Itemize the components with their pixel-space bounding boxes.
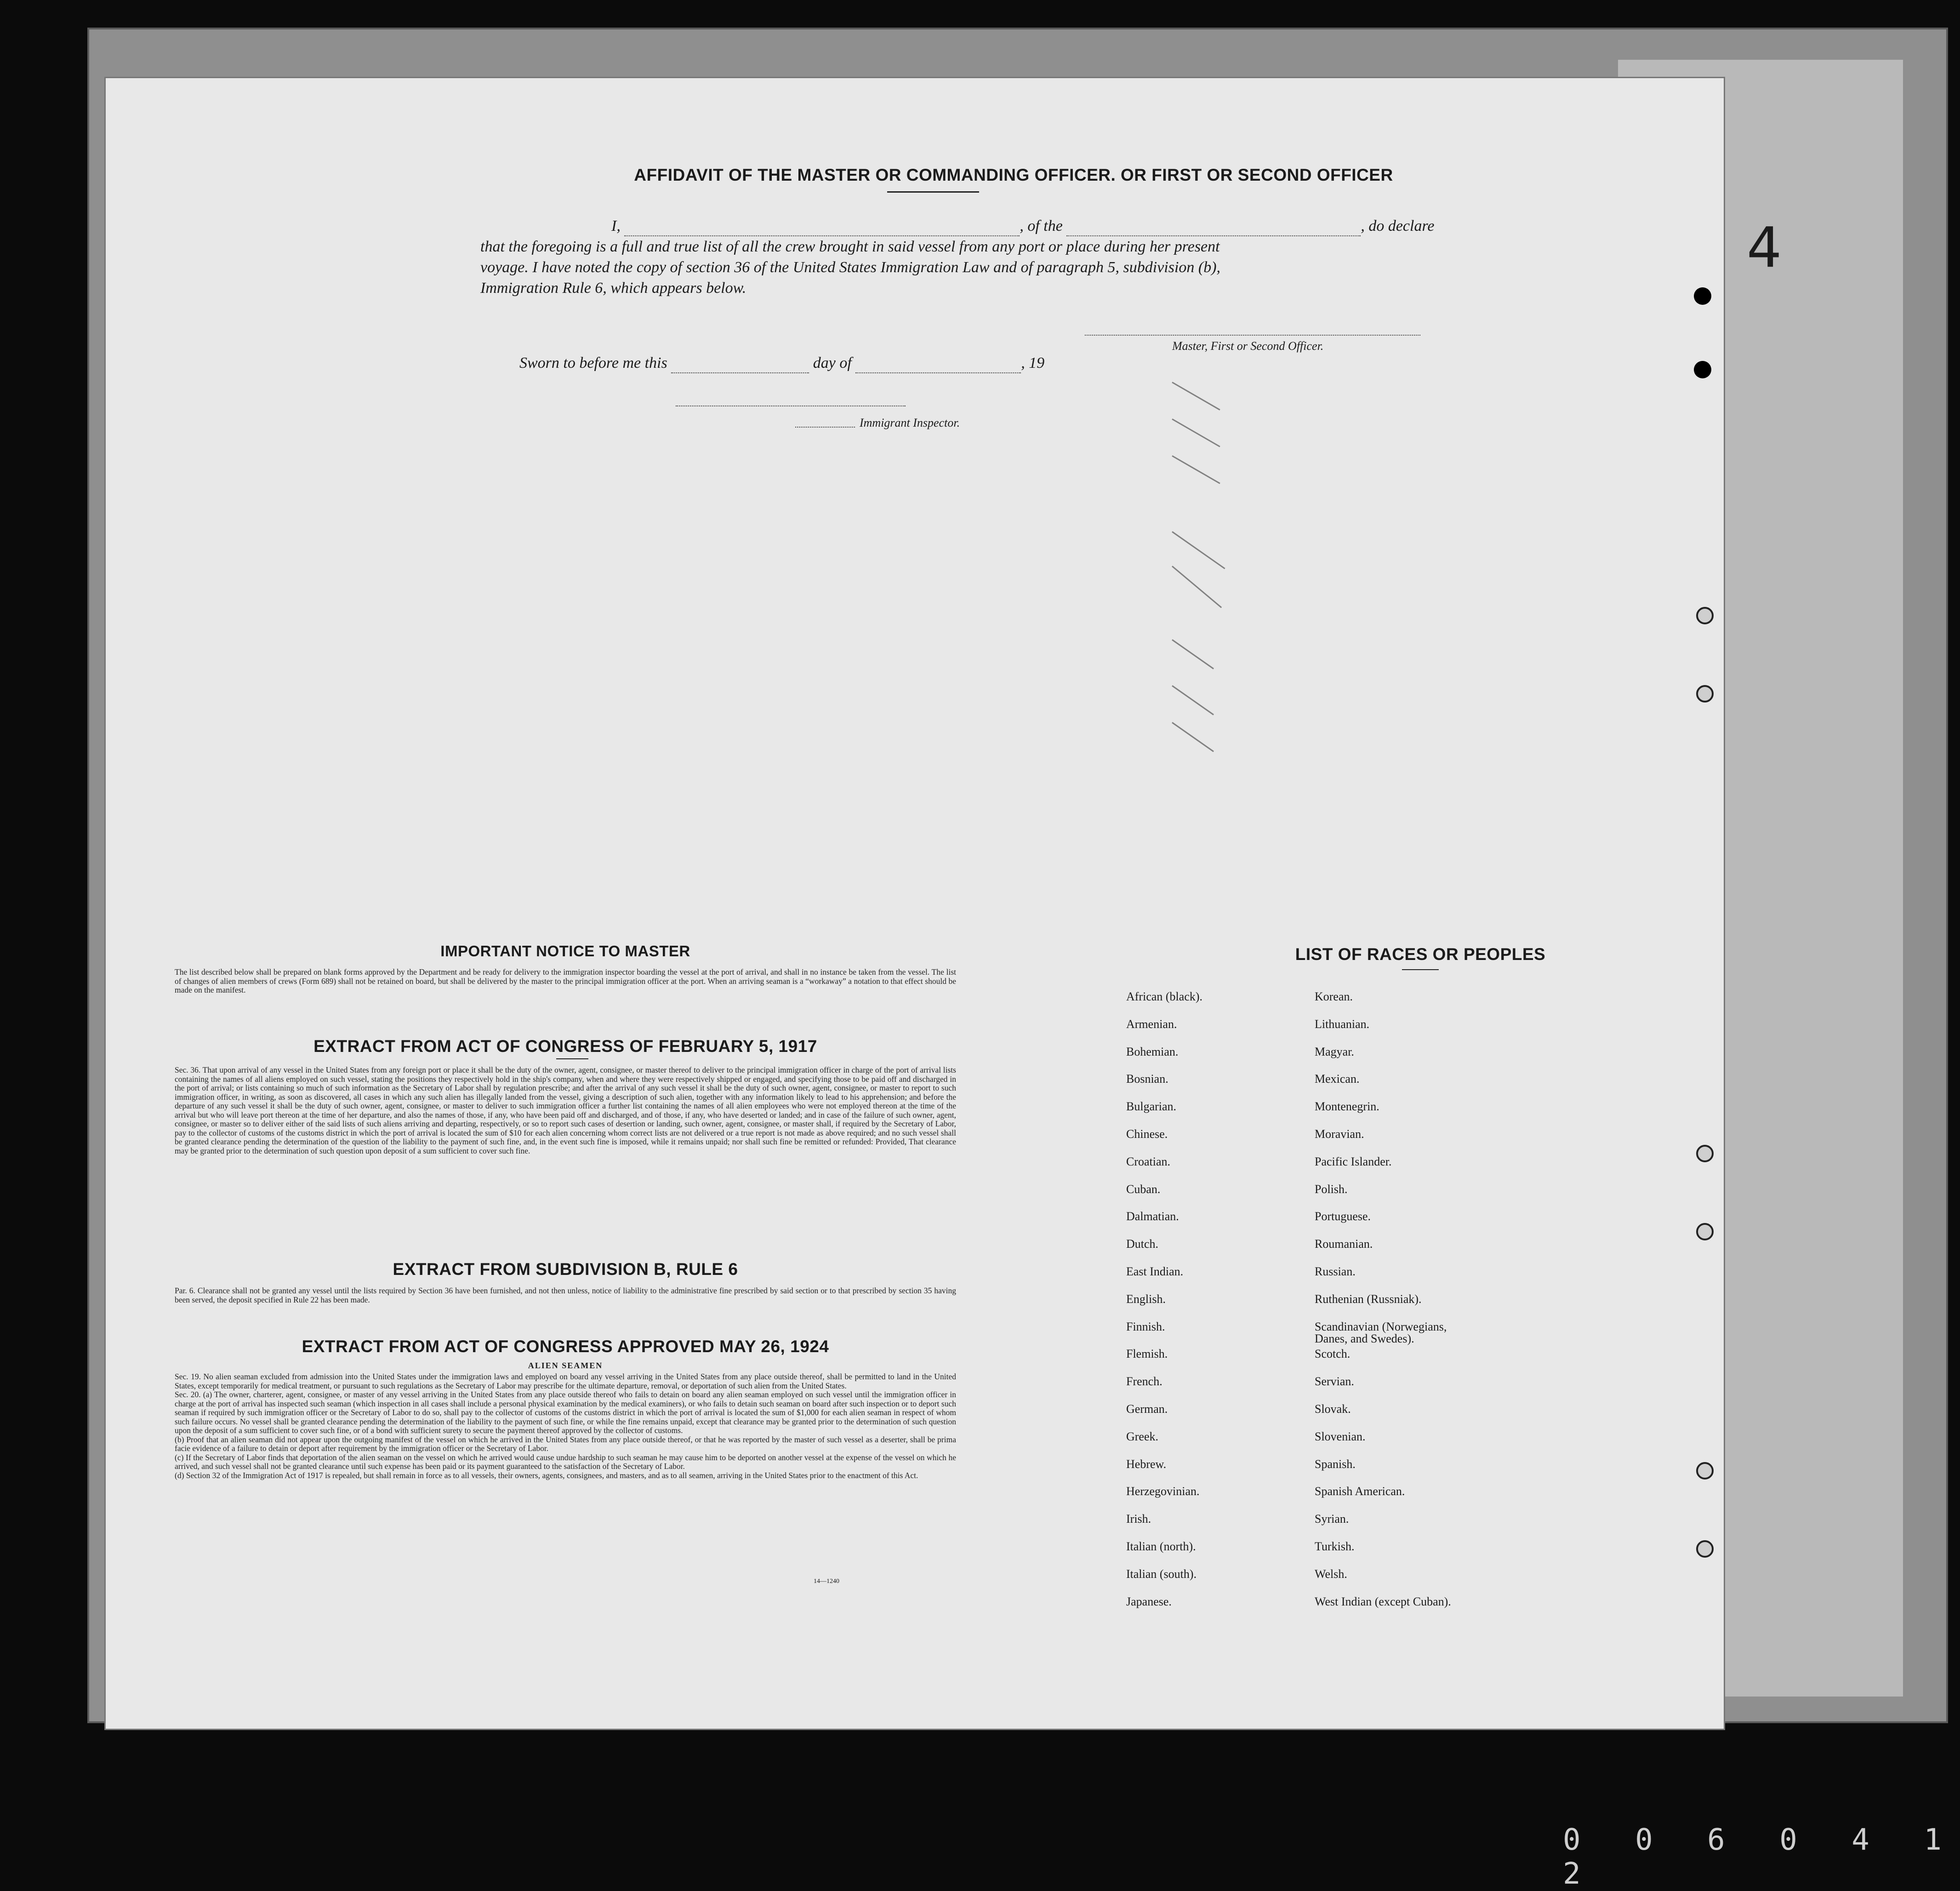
race-item: African (black). (1126, 990, 1203, 1003)
race-item: Finnish. (1126, 1320, 1165, 1333)
extract-1917-title: EXTRACT FROM ACT OF CONGRESS OF FEBRUARY 5, 1917 (313, 1037, 817, 1056)
punch-hole-icon (1696, 1223, 1714, 1240)
name-blank (624, 222, 1020, 236)
bleed-mark (1172, 639, 1214, 669)
punch-hole-icon (1694, 361, 1711, 378)
affidavit-line-1 (611, 216, 1494, 236)
race-item: Dalmatian. (1126, 1210, 1179, 1223)
form-number: 14—1240 (814, 1578, 839, 1585)
sworn-prefix: Sworn to before me this (519, 354, 667, 371)
extract-rule6-text: Par. 6. Clearance shall not be granted any vessel until the lists required by Section 36 have been furnished, and not then unless, notice of liability to the administrative fine prescribed by said section or to that prescribed by section 35 having been served, the deposit specified in Rule 22 has been made. (175, 1286, 956, 1304)
bleed-mark (1172, 382, 1220, 411)
races-column-2 (1315, 991, 1572, 1699)
bleed-mark (1172, 418, 1220, 447)
affidavit-declare: , do declare (1361, 217, 1435, 234)
race-item: Montenegrin. (1315, 1100, 1379, 1114)
race-item: Slovak. (1315, 1402, 1351, 1416)
affidavit-title: AFFIDAVIT OF THE MASTER OR COMMANDING OFFICER. OR FIRST OR SECOND OFFICER (634, 166, 1393, 184)
inspector-caption: Immigrant Inspector. (860, 416, 960, 429)
race-item: Servian. (1315, 1375, 1354, 1388)
bleed-mark (1172, 685, 1214, 715)
race-item: Flemish. (1126, 1347, 1168, 1361)
race-item: Irish. (1126, 1512, 1151, 1526)
race-item: Scandinavian (Norwegians, Danes, and Swedes). (1315, 1320, 1447, 1345)
sworn-year: , 19 (1021, 354, 1045, 371)
race-item: Chinese. (1126, 1127, 1168, 1141)
race-item: Cuban. (1126, 1182, 1161, 1196)
extract-1924-body (175, 1372, 956, 1480)
page-number-mark: 4 (1747, 216, 1782, 280)
film-code: 0 0 6 0 4 1 2 (1563, 1823, 1960, 1891)
sworn-month-blank (855, 359, 1021, 373)
races-divider (1402, 969, 1439, 970)
extract-1917-divider (556, 1058, 588, 1059)
race-item: Portuguese. (1315, 1210, 1371, 1223)
race-item: Korean. (1315, 990, 1353, 1003)
race-item: West Indian (except Cuban). (1315, 1594, 1451, 1608)
notice-title: IMPORTANT NOTICE TO MASTER (440, 943, 690, 960)
race-item: Bulgarian. (1126, 1100, 1177, 1114)
affidavit-of-the: , of the (1020, 217, 1063, 234)
race-item: Turkish. (1315, 1540, 1355, 1553)
race-item: Spanish. (1315, 1457, 1356, 1471)
sworn-line (519, 353, 1163, 373)
punch-hole-icon (1696, 1145, 1714, 1162)
affidavit-i: I, (611, 217, 621, 234)
race-item: French. (1126, 1375, 1162, 1388)
sec-20c-text: (c) If the Secretary of Labor finds that deportation of the alien seaman on the vessel on which he arrived would cause undue hardship to such seaman he may cause him to be deported on another vessel at the expense of the vessel on which he arrived, and such vessel shall not be granted clearance until such expense has been paid or its payment guaranteed to the satisfaction of the Secretary of Labor. (175, 1452, 956, 1471)
race-item: Japanese. (1126, 1594, 1172, 1608)
punch-hole-icon (1696, 1540, 1714, 1558)
race-item: Syrian. (1315, 1512, 1349, 1526)
race-item: Slovenian. (1315, 1429, 1366, 1443)
race-item: Italian (north). (1126, 1540, 1196, 1553)
race-item: English. (1126, 1292, 1166, 1306)
bleed-mark (1172, 722, 1214, 752)
bleed-mark (1172, 566, 1222, 608)
master-signature-line (1085, 335, 1420, 336)
alien-seamen-subhead: ALIEN SEAMEN (528, 1361, 603, 1370)
punch-hole-icon (1694, 287, 1711, 305)
sec-20d-text: (d) Section 32 of the Immigration Act of 1917 is repealed, but shall remain in force as to all vessels, their owners, agents, consignees, and masters, and as to all seamen, arriving in the United States prior to the enactment of this Act. (175, 1470, 918, 1480)
punch-hole-icon (1696, 607, 1714, 624)
race-item: Ruthenian (Russniak). (1315, 1292, 1422, 1306)
extract-1924-title: EXTRACT FROM ACT OF CONGRESS APPROVED MAY 26, 1924 (302, 1337, 829, 1356)
race-item: Croatian. (1126, 1154, 1171, 1168)
vessel-blank (1066, 222, 1361, 236)
sworn-day-blank (671, 359, 809, 373)
extract-rule6-title: EXTRACT FROM SUBDIVISION B, RULE 6 (393, 1260, 738, 1279)
race-item: Armenian. (1126, 1017, 1177, 1031)
race-item: Mexican. (1315, 1072, 1360, 1086)
bleed-mark (1172, 531, 1225, 569)
sworn-day-of: day of (813, 354, 852, 371)
race-item: Hebrew. (1126, 1457, 1167, 1471)
manifest-page (106, 78, 1782, 1729)
notice-text: The list described below shall be prepared on blank forms approved by the Department and be ready for delivery to the immigration inspector boarding the vessel at the port of arrival, and shall in no instance be taken from the vessel. The list of changes of alien members of crews (Form 689) shall not be retained on board, but shall be delivered by the master to the principal immigration officer at the port. When an arriving seaman is a “workaway” a notation to that effect should be made on the manifest. (175, 967, 956, 994)
race-item: Scotch. (1315, 1347, 1350, 1361)
sec-20b-text: (b) Proof that an alien seaman did not appear upon the outgoing manifest of the vessel on which he arrived in the United States from any place outside thereof, or that he was reported by the master of such vessel as a deserter, shall be prima facie evidence of a failure to detain or deport after requirement by the immigration officer or the Secretary of Labor. (175, 1434, 956, 1453)
affidavit-line-4: Immigration Rule 6, which appears below. (480, 280, 746, 297)
race-item: Spanish American. (1315, 1485, 1405, 1498)
race-item: East Indian. (1126, 1265, 1184, 1278)
affidavit-line-2: that the foregoing is a full and true list of all the crew brought in said vessel from any port or place during her present (480, 238, 1220, 255)
race-item: Roumanian. (1315, 1237, 1373, 1251)
race-item: German. (1126, 1402, 1168, 1416)
race-item: Greek. (1126, 1429, 1159, 1443)
punch-hole-icon (1696, 1462, 1714, 1480)
title-divider (887, 191, 979, 193)
race-item: Welsh. (1315, 1567, 1347, 1581)
extract-1917-text: Sec. 36. That upon arrival of any vessel in the United States from any foreign port or place it shall be the duty of the owner, agent, consignee, or master thereof to deliver to the principal immigration officer in charge of the port of arrival lists containing the names of all aliens employed on such vessel, stating the positions they respectively hold in the ship's company, when and where they were respectively shipped or engaged, and specifying those to be paid off and discharged in the port of arrival; or lists containing so much of such information as the Secretary of Labor shall by regulation prescribe; and after the arrival of any such vessel it shall be the duty of such owner, agent, consignee, or master to report to such immigration officer, in writing, as soon as discovered, all cases in which any such alien has illegally landed from the vessel, giving a description of such alien, together with any information likely to lead to his apprehension; and before the departure of any such vessel it shall be the duty of such owner, agent, consignee, or master to deliver to such immigration officer a further list containing the names of all alien employees who were not employed thereon at the time of the arrival but who will leave port thereon at the time of her departure, and also the names of those, if any, who have been paid off and discharged, and of those, if any, who have deserted or landed; and in case of the failure of such owner, agent, consignee, or master so to deliver either of the said lists of such aliens arriving and departing, respectively, or so to report such cases of desertion or landing, such owner, agent, consignee, or master shall, if required by the Secretary of Labor, pay to the collector of customs of the customs district in which the port of arrival is located the sum of $10 for each alien concerning whom correct lists are not delivered or a true report is not made as above required; and no such vessel shall be granted clearance pending the determination of the question of the liability to the payment of such fine, and, in the event such fine is imposed, while it remains unpaid; nor shall such fine be remitted or refunded: Provided, That clearance may be granted prior to the determination of such question upon deposit of a sum sufficient to cover such fine. (175, 1065, 956, 1155)
inspector-dots (795, 427, 855, 428)
race-item: Italian (south). (1126, 1567, 1197, 1581)
race-item: Polish. (1315, 1182, 1348, 1196)
punch-hole-icon (1696, 685, 1714, 703)
master-caption: Master, First or Second Officer. (1172, 339, 1324, 353)
race-item: Bohemian. (1126, 1045, 1179, 1058)
sec-20a-text: Sec. 20. (a) The owner, charterer, agent, consignee, or master of any vessel arriving in the United States from any place outside thereof who fails to detain on board any alien seaman employed on such vessel until the immigration officer in charge at the port of arrival has inspected such seaman (which inspection in all cases shall include a personal physical examination by the medical examiners), or who fails to detain such seaman on board after such inspection or to deport such seaman if required by such immigration officer or the Secretary of Labor to do so, shall pay to the collector of customs of the customs district in which the port of arrival is located the sum of $1,000 for each alien seaman in respect of whom such failure occurs. No vessel shall be granted clearance pending the determination of the liability to the payment of such fine, or while the fine remains unpaid, except that clearance may be granted prior to the determination of such question upon the deposit of a sum sufficient to cover such fine, or of a bond with sufficient surety to secure the payment thereof approved by the collector of customs. (175, 1390, 956, 1435)
race-item: Lithuanian. (1315, 1017, 1370, 1031)
races-title: LIST OF RACES OR PEOPLES (1295, 945, 1546, 964)
race-item: Moravian. (1315, 1127, 1364, 1141)
bleed-mark (1172, 455, 1220, 484)
race-item: Herzegovinian. (1126, 1485, 1200, 1498)
race-item: Pacific Islander. (1315, 1154, 1392, 1168)
race-item: Dutch. (1126, 1237, 1159, 1251)
race-item: Bosnian. (1126, 1072, 1168, 1086)
sec-19-text: Sec. 19. No alien seaman excluded from admission into the United States under the immigration laws and employed on board any vessel arriving in the United States from any place outside thereof, shall be permitted to land in the United States, except temporarily for medical treatment, or pursuant to such regulations as the Secretary of Labor may prescribe for the ultimate departure, removal, or deportation of such alien from the United States. (175, 1372, 956, 1390)
race-item: Magyar. (1315, 1045, 1354, 1058)
race-item: Russian. (1315, 1265, 1356, 1278)
affidavit-line-3: voyage. I have noted the copy of section 36 of the United States Immigration Law and of paragraph 5, subdivision (b), (480, 259, 1221, 276)
